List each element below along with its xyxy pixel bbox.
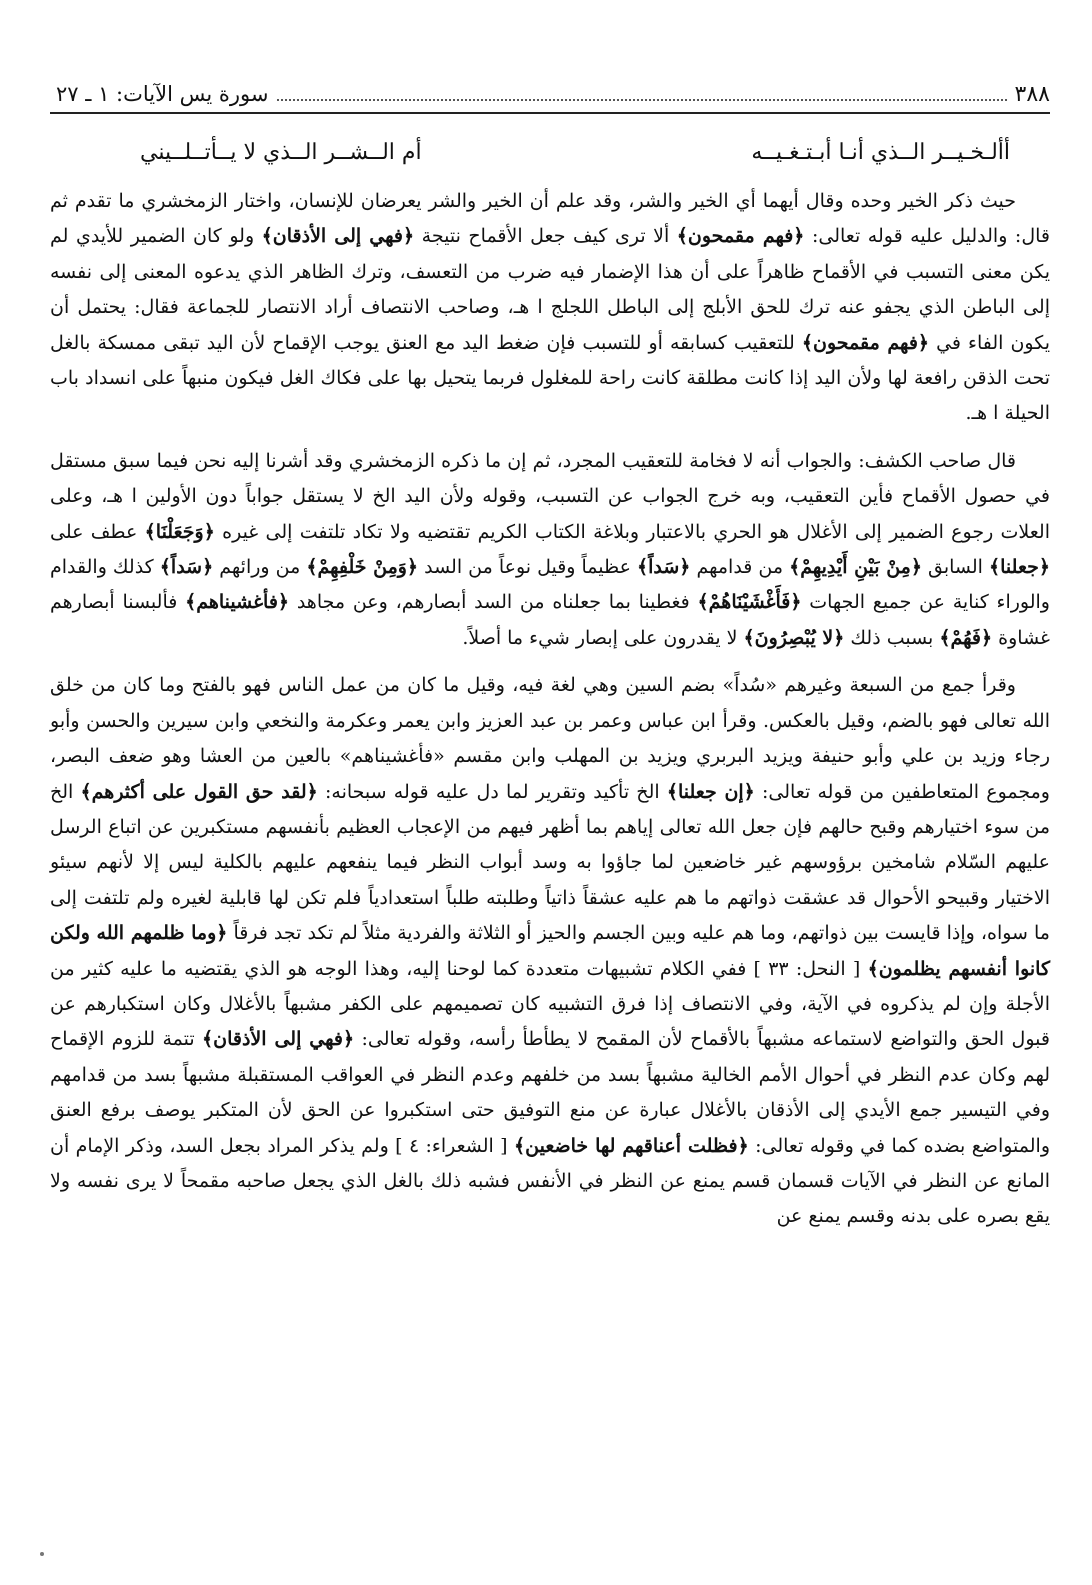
quran-quote: ﴿فهي إلى الأذقان﴾ — [202, 1028, 355, 1051]
quran-quote: ﴿فَأَغْشَيْنَاهُمْ﴾ — [697, 591, 802, 614]
verse-first-hemistich: أألـخـيــر الــذي أنـا أبـتـغـيــه — [751, 139, 1010, 165]
text-run: من ورائهم — [213, 556, 307, 579]
text-run: وقرأ جمع من السبعة وغيرهم «سُداً» بضم السين وهي لغة فيه، وقيل ما كان من عمل الناس فهو بالفتح وما كان من خلق الله تعالى فهو بالضم، وقيل بالعكس. وقرأ ابن عباس وعمر بن عبد العزيز وابن يعمر وعكرمة والنخعي وابن سيرين والحسن وأبو رجاء وزيد بن علي وأبو حنيفة ويزيد البربري ويزيد بن المهلب وابن مقسم «فأغشيناهم» بالعين من العشا وهو ضعف البصر، ومجموع المتعاطفين من قوله تعالى: — [50, 674, 1050, 803]
text-run: عطف على — [50, 520, 145, 543]
quran-quote: ﴿وَمِنْ خَلْفِهِمْ﴾ — [306, 556, 419, 579]
text-run: [ النحل: ٣٣ ] ففي الكلام تشبيهات متعددة كما لوحنا إليه، وهذا الوجه هو الذي يقتضيه ما عليه كثير من الأجلة وإن لم يذكروه في الآية، وفي الانتصاف إذا فرق التشبيه كان تصميمهم على الكفر مشبهاً بالأغلال وكان استكبارهم عن قبول الحق والتواضع لاستماعه مشبهاً بالأقماح لأن المقمح لا يطأطأ رأسه، وقوله تعالى: — [50, 957, 1050, 1051]
text-run: الخ تأكيد وتقرير لما دل عليه قوله سبحانه: — [317, 780, 667, 803]
text-run: الخ من سوء اختيارهم وقبح حالهم فإن جعل الله تعالى إياهم بما أظهر فيهم من الإعجاب العظيم بأنفسهم مستكبرين عن اتباع الرسل عليهم السّلام شامخين برؤوسهم غير خاضعين لما جاؤوا به وسد أبواب النظر فيما ينفعهم عليهم بالكلية ليس إلا لأنهم سيئو الاختيار وقبيحو الأحوال قد عشقت ذواتهم ما هم عليه عشقاً ذاتياً وطلبته طلباً استعدادياً فلم تكن لها قابلية لغيره ولم تلتفت إلى ما سواه، وإذا قايست بين ذواتهم، وما هم عليه وبين الجسم والحيز أو الثلاثة والفردية مثلاً لم تكد تجد فرقاً — [50, 780, 1050, 945]
text-run: كذلك والقدام والوراء كناية عن جميع الجهات — [50, 556, 1050, 614]
header-dot-leader — [277, 99, 1007, 101]
body-text — [50, 184, 1050, 1247]
poetry-verse — [140, 130, 1010, 174]
text-run: للتعقيب كسابقه أو للتسبب فإن ضغط اليد مع العنق يوجب الإقماح لأن اليد تبقى ممسكة بالغل تحت الذقن رافعة لها ولأن اليد إذا كانت مطلقة كانت راحة للمغلول فربما يتحيل بها على فكاك الغل فيكون منبهاً على انسداد باب الحيلة ا هـ. — [50, 331, 1050, 425]
quran-quote: ﴿إن جعلنا﴾ — [666, 780, 755, 803]
quran-quote: ﴿فَهُمْ﴾ — [939, 626, 993, 649]
margin-dot — [40, 1552, 44, 1556]
text-run: لا يقدرون على إبصار شيء ما أصلاً. — [462, 626, 744, 649]
text-run: ولو كان الضمير للأيدي لم يكن معنى التسبب في الأقماح ظاهراً على أن هذا الإضمار فيه ضرب من التعسف، وترك الظاهر الذي يدعوه المعنى إلى نفسه إلى الباطن الذي يجفو عنه ترك للحق الأبلج إلى الباطل اللجلج ا هـ، وصاحب الانتصاف أراد الانتصار للجماعة فقال: يحتمل أن يكون الفاء في — [50, 225, 1050, 354]
text-run: فغطينا بما جعلناه من السد أبصارهم، وعن مجاهد — [289, 591, 698, 614]
quran-quote: ﴿مِنْ بَيْنِ أَيْدِيهِمْ﴾ — [789, 556, 922, 579]
text-run: حيث ذكر الخير وحده وقال أيهما أي الخير والشر، وقد علم أن الخير والشر يعرضان للإنسان، واختار الزمخشري ما تقدم ثم قال: والدليل عليه قوله تعالى: — [50, 190, 1050, 248]
text-run: تتمة للزوم الإقماح لهم وكان عدم النظر في أحوال الأمم الخالية مشبهاً بسد من خلفهم وعدم النظر في العواقب المستقبلة مشبهاً بسد من قدامهم وفي التيسير جمع الأيدي إلى الأذقان بالأغلال عبارة عن منع التوفيق حتى استكبروا عن الحق لأن المتكبر يوصف برفع العنق والمتواضع بضده كما في وقوله تعالى: — [50, 1028, 1051, 1157]
verse-second-hemistich: أم الــشــر الــذي لا يــأتــلــيني — [140, 139, 422, 165]
quran-quote: ﴿فظلت أعناقهم لها خاضعين﴾ — [513, 1134, 749, 1157]
paragraph-3 — [50, 668, 1050, 1235]
paragraph-2 — [50, 444, 1050, 656]
quran-quote: ﴿سَداً﴾ — [159, 556, 214, 579]
quran-quote: ﴿فهم مقمحون﴾ — [801, 331, 930, 354]
quran-quote: ﴿فهي إلى الأذقان﴾ — [261, 225, 415, 248]
paragraph-1 — [50, 184, 1050, 432]
text-run: بسبب ذلك — [844, 626, 940, 649]
quran-quote: ﴿جعلنا﴾ — [989, 556, 1050, 579]
text-run: من قدامهم — [690, 556, 790, 579]
quran-quote: ﴿لقد حق القول على أكثرهم﴾ — [80, 780, 318, 803]
quran-quote: ﴿فأغشيناهم﴾ — [185, 591, 290, 614]
text-run: قال صاحب الكشف: والجواب أنه لا فخامة للتعقيب المجرد، ثم إن ما ذكره الزمخشري وقد أشرنا إليه نحن فيما سبق مستقل في حصول الأقماح فأين التعقيب، وبه خرج الجواب عن التسبب، وقوله ولأن اليد الخ لا يستقل جواباً دون الأولين ا هـ، وعلى العلات رجوع الضمير إلى الأغلال هو الحري بالاعتبار وبلاغة الكتاب الكريم تقتضيه ولا تكاد تلتفت إلى غيره — [50, 449, 1050, 543]
text-run: [ الشعراء: ٤ ] ولم يذكر المراد بجعل السد، وذكر الإمام أن المانع عن النظر في الآيات قسمان قسم يمنع عن النظر في الأنفس فشبه ذلك بالغل الذي يجعل صاحبه مقمحاً لا يرى نفسه ولا يقع بصره على بدنه وقسم يمنع عن — [50, 1134, 1050, 1228]
quran-quote: ﴿وَجَعَلْنَا﴾ — [144, 520, 215, 543]
quran-quote: ﴿لا يُبْصِرُونَ﴾ — [743, 626, 845, 649]
text-run: فألبسنا أبصارهم غشاوة — [50, 591, 1050, 649]
quran-quote: ﴿وما ظلمهم الله ولكن كانوا أنفسهم يظلمون﴾ — [50, 922, 1051, 980]
quran-quote: ﴿فهم مقمحون﴾ — [676, 225, 805, 248]
text-run: السابق — [921, 556, 989, 579]
header-title: سورة يس الآيات: ١ ـ ٢٧ — [56, 82, 269, 106]
quran-quote: ﴿سَداً﴾ — [636, 556, 691, 579]
page-number: ٣٨٨ — [1014, 81, 1050, 107]
text-run: عظيماً وقيل نوعاً من السد — [418, 556, 637, 579]
text-run: ألا ترى كيف جعل الأقماح نتيجة — [414, 225, 677, 248]
running-header — [50, 76, 1050, 114]
